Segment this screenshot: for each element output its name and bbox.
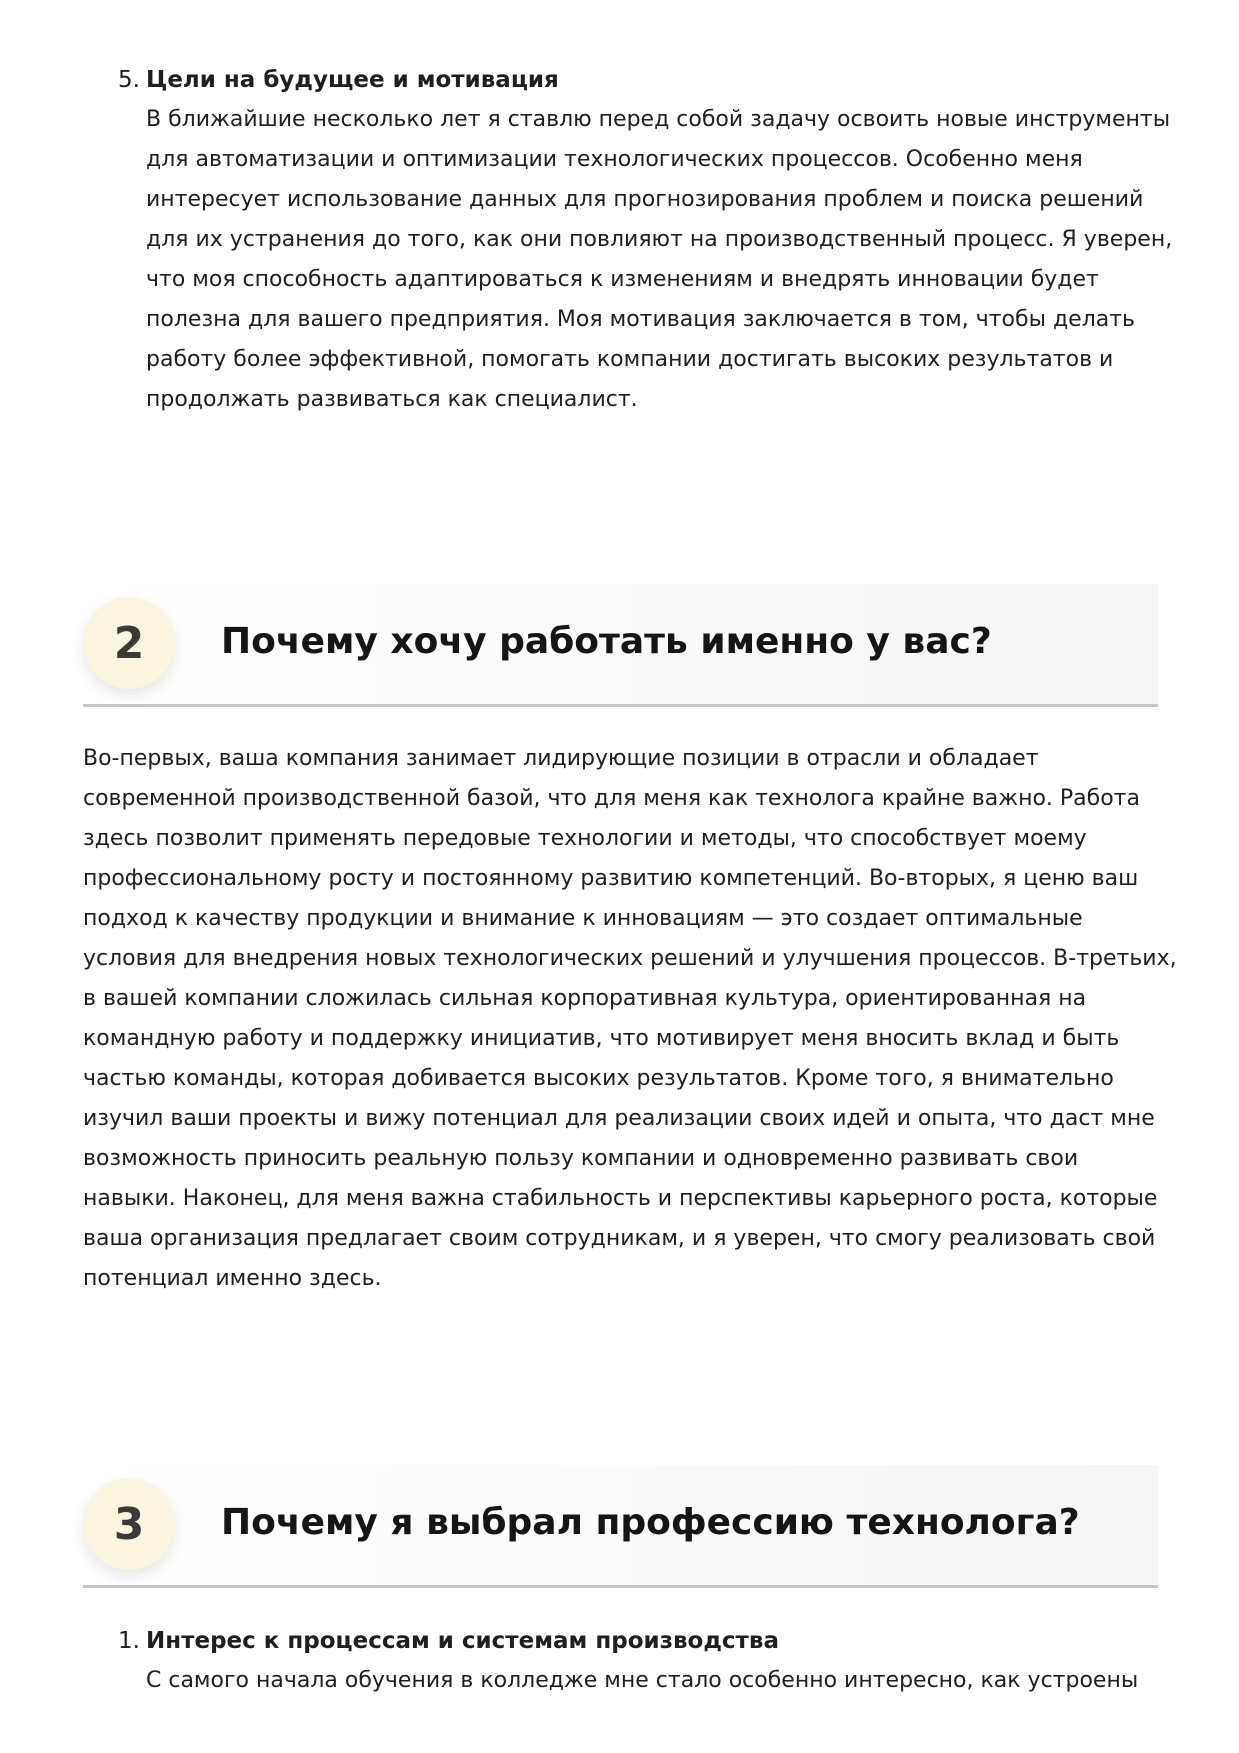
- text-line: потенциал именно здесь.: [83, 1266, 382, 1291]
- section-title: Почему хочу работать именно у вас?: [221, 621, 992, 662]
- list-item-number: 5.: [118, 67, 140, 93]
- text-line: условия для внедрения новых технологических решений и улучшения процессов. В-третьих,: [83, 946, 1177, 971]
- text-line: для их устранения до того, как они повлияют на производственный процесс. Я уверен,: [146, 227, 1173, 252]
- section-header-3: [83, 1465, 1158, 1588]
- section-number-badge: 3: [83, 1478, 175, 1570]
- list-item-text: [146, 100, 1173, 420]
- text-line: полезна для вашего предприятия. Моя мотивация заключается в том, чтобы делать: [146, 307, 1136, 332]
- text-line: что моя способность адаптироваться к изменениям и внедрять инновации будет: [146, 267, 1099, 292]
- section-title: Почему я выбрал профессию технолога?: [221, 1502, 1080, 1543]
- text-line: навыки. Наконец, для меня важна стабильность и перспективы карьерного роста, которые: [83, 1186, 1158, 1211]
- section-number-badge: 2: [83, 597, 175, 689]
- text-line: интересует использование данных для прогнозирования проблем и поиска решений: [146, 187, 1144, 212]
- text-line: для автоматизации и оптимизации технологических процессов. Особенно меня: [146, 147, 1083, 172]
- text-line: продолжать развиваться как специалист.: [146, 387, 638, 412]
- section-header-2: [83, 584, 1158, 707]
- list-item-number: 1.: [118, 1628, 140, 1654]
- text-line: С самого начала обучения в колледже мне стало особенно интересно, как устроены: [146, 1668, 1139, 1693]
- list-item-title: Интерес к процессам и системам производства: [146, 1628, 779, 1654]
- text-line: возможность приносить реальную пользу компании и одновременно развивать свои: [83, 1146, 1079, 1171]
- list-item-text: [146, 1661, 1156, 1701]
- text-line: подход к качеству продукции и внимание к инновациям — это создает оптимальные: [83, 906, 1083, 931]
- section-2-paragraph: [83, 739, 1177, 1299]
- text-line: Во-первых, ваша компания занимает лидирующие позиции в отрасли и обладает: [83, 746, 1039, 771]
- text-line: в вашей компании сложилась сильная корпоративная культура, ориентированная на: [83, 986, 1087, 1011]
- text-line: командную работу и поддержку инициатив, что мотивирует меня вносить вклад и быть: [83, 1026, 1120, 1051]
- text-line: частью команды, которая добивается высоких результатов. Кроме того, я внимательно: [83, 1066, 1114, 1091]
- text-line: современной производственной базой, что для меня как технолога крайне важно. Работа: [83, 786, 1140, 811]
- list-item-title: Цели на будущее и мотивация: [146, 67, 559, 93]
- text-line: изучил ваши проекты и вижу потенциал для реализации своих идей и опыта, что даст мне: [83, 1106, 1155, 1131]
- text-line: здесь позволит применять передовые технологии и методы, что способствует моему: [83, 826, 1087, 851]
- text-line: ваша организация предлагает своим сотрудникам, и я уверен, что смогу реализовать свой: [83, 1226, 1156, 1251]
- text-line: профессиональному росту и постоянному развитию компетенций. Во-вторых, я ценю ваш: [83, 866, 1139, 891]
- text-line: работу более эффективной, помогать компании достигать высоких результатов и: [146, 347, 1114, 372]
- text-line: В ближайшие несколько лет я ставлю перед собой задачу освоить новые инструменты: [146, 107, 1171, 132]
